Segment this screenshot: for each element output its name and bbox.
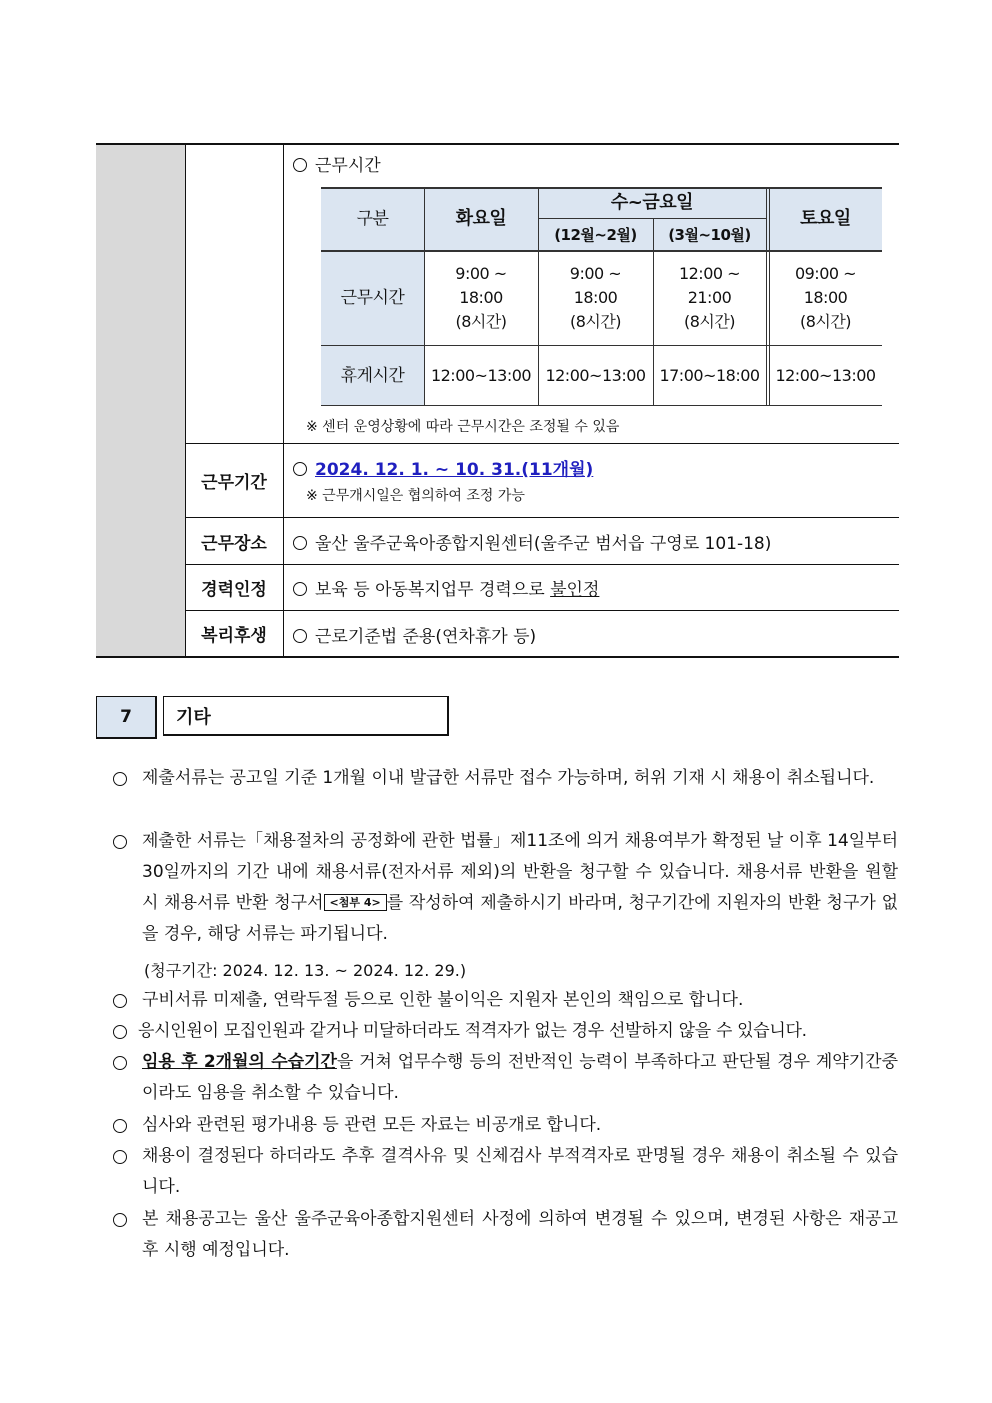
list-item: 제출한 서류는「채용절차의 공정화에 관한 법률」제11조에 의거 채용여부가 확정된 날 이후 14일부터 30일까지의 기간 내에 채용서류(전자서류 제외)의 반환을 청구할 수 있습니다. 채용서류 반환을 원할 시 채용서류 반환 청구서 <첨부 4> 를 작성하여 제출하시기 바라며, 청구기간에 지원자의 반환 청구가 없을 경우, 해당 서류는 파기됩니다.	[113, 826, 898, 956]
schedule-header-wedfri-winter: (12월~2월)	[554, 225, 637, 244]
list-item-sub: (청구기간: 2024. 12. 13. ~ 2024. 12. 29.)	[144, 961, 467, 980]
circle-bullet-icon	[113, 835, 127, 849]
circle-bullet-icon	[293, 158, 307, 172]
recruitment-table	[96, 143, 899, 658]
circle-bullet-icon	[113, 772, 127, 786]
schedule-work-cell: 9:00 ~ 18:00 (8시간)	[569, 264, 622, 331]
schedule-row-rest-label: 휴게시간	[340, 365, 405, 386]
schedule-work-cell: 09:00 ~ 18:00 (8시간)	[794, 264, 857, 331]
schedule-header-gubun: 구분	[356, 209, 389, 229]
career-value: 보육 등 아동복지업무 경력으로 불인정	[293, 575, 599, 600]
work-hours-note: ※ 센터 운영상황에 따라 근무시간은 조정될 수 있음	[306, 419, 620, 435]
work-period-note: ※ 근무개시일은 협의하여 조정 가능	[306, 488, 525, 504]
section-number: 7	[96, 696, 157, 739]
attachment-badge: <첨부 4>	[324, 894, 387, 911]
label-work-period: 근무기간	[201, 473, 267, 493]
circle-bullet-icon	[113, 1056, 127, 1070]
circle-bullet-icon	[293, 462, 307, 476]
list-item: 응시인원이 모집인원과 같거나 미달하더라도 적격자가 없는 경우 선발하지 않을 수 있습니다.	[113, 1016, 898, 1047]
schedule-rest-cell: 12:00~13:00	[545, 365, 646, 385]
schedule-header-wedfri-summer: (3월~10월)	[668, 225, 751, 244]
label-welfare: 복리후생	[201, 626, 267, 646]
circle-bullet-icon	[113, 1150, 127, 1164]
section-title: 기타	[163, 696, 449, 736]
work-period-value: 2024. 12. 1. ~ 10. 31.(11개월)	[293, 455, 593, 480]
list-item: 심사와 관련된 평가내용 등 관련 모든 자료는 비공개로 합니다.	[113, 1110, 898, 1141]
work-hours-heading: 근무시간	[293, 151, 381, 176]
work-place-value: 울산 울주군육아종합지원센터(울주군 범서읍 구영로 101-18)	[293, 529, 771, 554]
circle-bullet-icon	[113, 1119, 127, 1133]
circle-bullet-icon	[113, 1213, 127, 1227]
schedule-header-tue: 화요일	[455, 208, 507, 229]
schedule-rest-cell: 12:00~13:00	[775, 365, 876, 385]
welfare-value: 근로기준법 준용(연차휴가 등)	[293, 622, 536, 647]
schedule-work-cell: 12:00 ~ 21:00 (8시간)	[678, 264, 741, 331]
schedule-header-wedfri: 수~금요일	[610, 192, 694, 213]
label-work-place: 근무장소	[201, 533, 267, 554]
label-career: 경력인정	[201, 580, 267, 600]
schedule-rest-cell: 12:00~13:00	[430, 365, 532, 385]
circle-bullet-icon	[293, 582, 307, 596]
list-item: 채용이 결정된다 하더라도 추후 결격사유 및 신체검사 부적격자로 판명될 경우 채용이 취소될 수 있습니다.	[113, 1141, 898, 1203]
circle-bullet-icon	[293, 536, 307, 550]
gray-column	[96, 144, 185, 657]
schedule-header-sat: 토요일	[800, 208, 851, 229]
schedule-rest-cell: 17:00~18:00	[659, 365, 760, 385]
list-item: 구비서류 미제출, 연락두절 등으로 인한 불이익은 지원자 본인의 책임으로 합니다.	[113, 985, 898, 1016]
circle-bullet-icon	[113, 994, 127, 1008]
circle-bullet-icon	[293, 629, 307, 643]
circle-bullet-icon	[113, 1025, 127, 1039]
schedule-row-work-label: 근무시간	[340, 288, 405, 308]
list-item: 본 채용공고는 울산 울주군육아종합지원센터 사정에 의하여 변경될 수 있으며, 변경된 사항은 재공고 후 시행 예정입니다.	[113, 1204, 898, 1266]
schedule-work-cell: 9:00 ~ 18:00 (8시간)	[455, 264, 507, 331]
list-item: 제출서류는 공고일 기준 1개월 이내 발급한 서류만 접수 가능하며, 허위 기재 시 채용이 취소됩니다.	[113, 763, 898, 825]
list-item: 임용 후 2개월의 수습기간을 거쳐 업무수행 등의 전반적인 능력이 부족하다고 판단될 경우 계약기간중이라도 임용을 취소할 수 있습니다.	[113, 1047, 898, 1109]
